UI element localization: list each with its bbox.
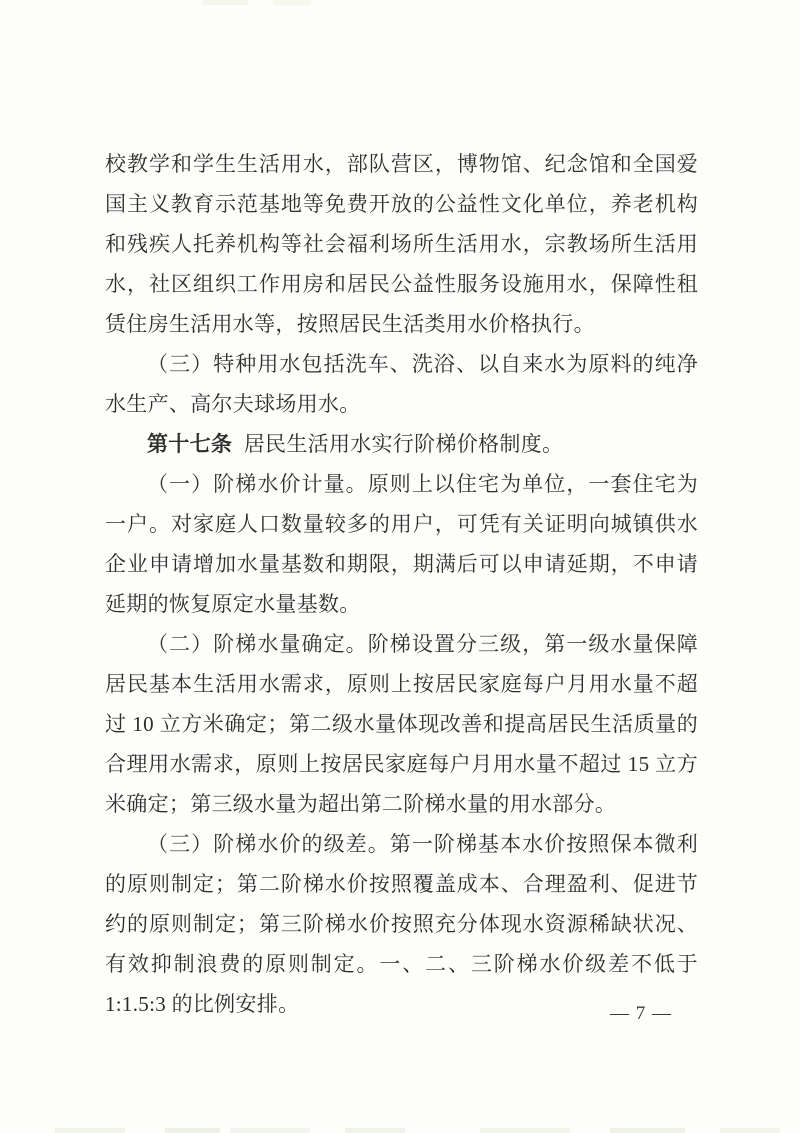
scan-artifact	[720, 1128, 780, 1133]
scan-artifact	[480, 1128, 570, 1133]
scan-artifact	[55, 1128, 125, 1133]
article-text: 居民生活用水实行阶梯价格制度。	[243, 432, 564, 456]
article-number: 第十七条	[147, 432, 233, 456]
paragraph-article-17	[105, 424, 698, 464]
scan-artifact	[203, 0, 248, 5]
scan-artifact	[165, 1128, 220, 1133]
paragraph-item-1-metering: （一）阶梯水价计量。原则上以住宅为单位，一套住宅为一户。对家庭人口数量较多的用户，可凭有关证明向城镇供水企业申请增加水量基数和期限，期满后可以申请延期，不申请延期的恢复原定水量基数。	[105, 472, 698, 616]
scan-artifact	[610, 1128, 685, 1133]
paragraph-continuation: 校教学和学生生活用水，部队营区，博物馆、纪念馆和全国爱国主义教育示范基地等免费开放的公益性文化单位，养老机构和残疾人托养机构等社会福利场所生活用水，宗教场所生活用水，社区组织工作用房和居民公益性服务设施用水，保障性租赁住房生活用水等，按照居民生活类用水价格执行。	[105, 152, 698, 336]
paragraph-item-3-price-differential: （三）阶梯水价的级差。第一阶梯基本水价按照保本微利的原则制定；第二阶梯水价按照覆盖成本、合理盈利、促进节约的原则制定；第三阶梯水价按照充分体现水资源稀缺状况、有效抑制浪费的原则制定。一、二、三阶梯水价级差不低于 1:1.5:3 的比例安排。	[105, 832, 698, 1016]
scan-artifact	[345, 1128, 405, 1133]
page-number: — 7 —	[610, 1003, 672, 1024]
scan-artifact	[230, 1128, 310, 1133]
paragraph-item-2-volume-tiers: （二）阶梯水量确定。阶梯设置分三级，第一级水量保障居民基本生活用水需求，原则上按居民家庭每户月用水量不超过 10 立方米确定；第二级水量体现改善和提高居民生活质量的合理用水需求，原则上按居民家庭每户月用水量不超过 15 立方米确定；第三级水量为超出第二阶梯水量的用水部分。	[105, 632, 698, 816]
document-body	[105, 144, 698, 1024]
paragraph-item-3-special-water: （三）特种用水包括洗车、洗浴、以自来水为原料的纯净水生产、高尔夫球场用水。	[105, 352, 698, 416]
scan-artifact	[273, 0, 311, 5]
